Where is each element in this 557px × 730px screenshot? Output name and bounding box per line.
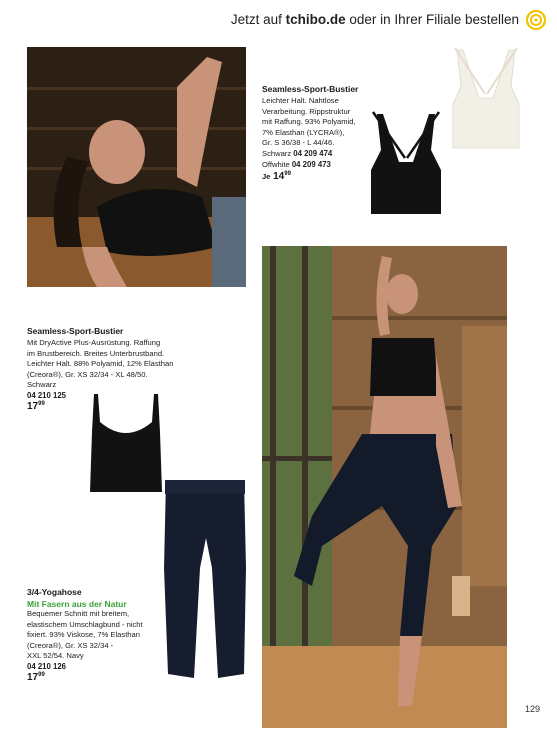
page-number: 129 bbox=[524, 704, 540, 714]
product-title: 3/4-Yogahose bbox=[27, 587, 82, 597]
product-bustier-seamless bbox=[262, 84, 372, 182]
product-description: Bequemer Schnitt mit breitem, elastischem Umschlagbund - nicht fixiert. 93% Viskose, 7% Elasthan (Creora®), Gr. XS 32/34 - XXL 52/54. Navy bbox=[27, 609, 143, 661]
article-number: 04 209 473 bbox=[291, 159, 331, 169]
article-number: 04 209 474 bbox=[293, 148, 333, 158]
color-label: Offwhite bbox=[262, 159, 290, 169]
article-number: 04 210 126 bbox=[27, 661, 67, 671]
highlight-text: Mit Fasern aus der Natur bbox=[27, 599, 127, 609]
photo-woman-yoga bbox=[262, 246, 507, 728]
article-number: 04 210 125 bbox=[27, 390, 67, 400]
black-bustier-image bbox=[365, 110, 447, 218]
photo-woman-exercise bbox=[27, 47, 246, 287]
price: $17^{99}$ bbox=[27, 400, 45, 412]
product-description: Mit DryActive Plus-Ausrüstung. Raffung im Brustbereich. Breites Unterbrustband. Leichter Halt. 88% Polyamid, 12% Elasthan (Creora®), Gr. XS 32/34 - XL 48/50. Schwarz bbox=[27, 338, 174, 390]
yoga-pants-image bbox=[162, 478, 248, 684]
price: $17^{99}$ bbox=[27, 671, 45, 683]
product-description: Leichter Halt. Nahtlose Verarbeitung. Rippstruktur mit Raffung. 93% Polyamid, 7% Elasthan (LYCRA®), Gr. S 36/38 - L 44/46. Schwarz 04 209 474 Offwhite 04 209 473 bbox=[262, 96, 356, 169]
product-title: Seamless-Sport-Bustier bbox=[262, 84, 359, 94]
black-bustier-dryactive-image bbox=[86, 392, 166, 494]
color-label: Schwarz bbox=[262, 148, 292, 158]
product-title: Seamless-Sport-Bustier bbox=[27, 326, 124, 336]
site-name[interactable]: tchibo.de bbox=[285, 12, 346, 27]
tchibo-logo-icon bbox=[525, 9, 547, 31]
offwhite-bustier-image bbox=[447, 48, 525, 152]
page-header: Jetzt auf tchibo.de oder in Ihrer Filiale bestellen bbox=[230, 12, 519, 27]
product-yoga-pants bbox=[27, 587, 167, 683]
price: Je $14^{99}$ bbox=[262, 171, 291, 183]
